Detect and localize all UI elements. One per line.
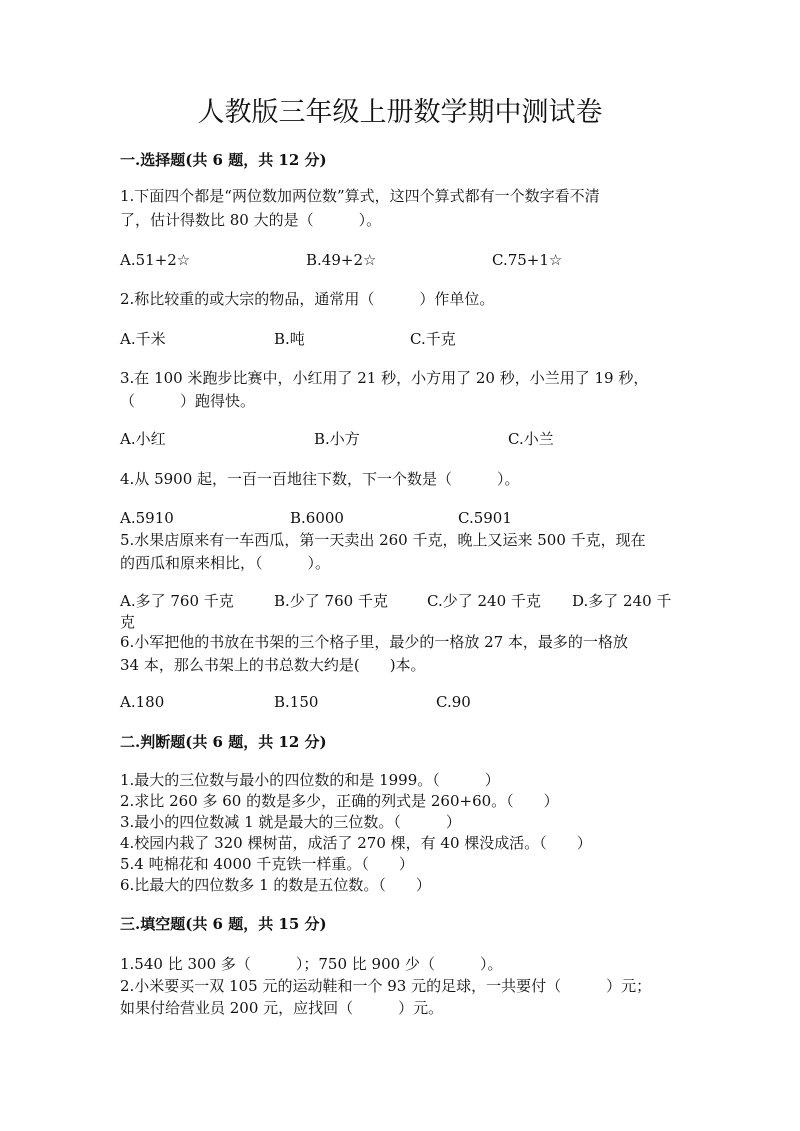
question-3-option-c: C.小兰 xyxy=(508,430,554,448)
question-5-option-b: B.少了 760 千克 xyxy=(274,592,388,610)
question-5-option-c: C.少了 240 千克 xyxy=(427,592,541,610)
question-1-line-1: 1.下面四个都是“两位数加两位数”算式，这四个算式都有一个数字看不清 xyxy=(120,187,600,205)
question-3-option-a: A.小红 xyxy=(120,430,166,448)
question-4-option-c: C.5901 xyxy=(458,509,512,527)
judge-item-5: 5.4 吨棉花和 4000 千克铁一样重。（ ） xyxy=(120,855,414,873)
question-2-line-1: 2.称比较重的或大宗的物品，通常用（ ）作单位。 xyxy=(120,290,495,308)
question-5-option-a: A.多了 760 千克 xyxy=(120,592,234,610)
judge-item-4: 4.校园内栽了 320 棵树苗，成活了 270 棵，有 40 棵没成活。（ ） xyxy=(120,834,592,852)
question-4-option-b: B.6000 xyxy=(290,509,344,527)
question-3-line-1: 3.在 100 米跑步比赛中，小红用了 21 秒，小方用了 20 秒，小兰用了 19 秒， xyxy=(120,369,649,387)
judge-item-1: 1.最大的三位数与最小的四位数的和是 1999。（ ） xyxy=(120,771,500,789)
question-2-option-a: A.千米 xyxy=(120,330,166,348)
question-6-option-a: A.180 xyxy=(120,693,165,711)
question-6-line-2: 34 本，那么书架上的书总数大约是( )本。 xyxy=(120,656,426,674)
question-4-option-a: A.5910 xyxy=(120,509,174,527)
question-2-option-c: C.千克 xyxy=(410,330,456,348)
fill-question-1: 1.540 比 300 多（ ）；750 比 900 少（ ）。 xyxy=(120,955,503,973)
section-heading-true-false: 二.判断题(共 6 题，共 12 分) xyxy=(120,733,327,751)
question-5-line-1: 5.水果店原来有一车西瓜，第一天卖出 260 千克，晚上又运来 500 千克，现在 xyxy=(120,531,646,549)
section-heading-fill-blank: 三.填空题(共 6 题，共 15 分) xyxy=(120,915,327,933)
question-1-option-b: B.49+2☆ xyxy=(306,251,377,269)
question-4-line-1: 4.从 5900 起，一百一百地往下数，下一个数是（ ）。 xyxy=(120,470,520,488)
question-3-line-2: （ ）跑得快。 xyxy=(120,392,256,410)
question-1-option-a: A.51+2☆ xyxy=(120,251,191,269)
question-5-option-d: D.多了 240 千 xyxy=(572,592,672,610)
question-3-option-b: B.小方 xyxy=(314,430,360,448)
question-1-line-2: 了，估计得数比 80 大的是（ ）。 xyxy=(120,211,382,229)
question-6-option-b: B.150 xyxy=(274,693,319,711)
question-5-line-2: 的西瓜和原来相比，（ ）。 xyxy=(120,554,331,572)
question-1-option-c: C.75+1☆ xyxy=(492,251,563,269)
question-6-line-1: 6.小军把他的书放在书架的三个格子里，最少的一格放 27 本，最多的一格放 xyxy=(120,633,628,651)
fill-question-2-line-2: 如果付给营业员 200 元，应找回（ ）元。 xyxy=(120,999,444,1017)
question-6-option-c: C.90 xyxy=(436,693,471,711)
question-2-option-b: B.吨 xyxy=(274,330,305,348)
judge-item-3: 3.最小的四位数减 1 就是最大的三位数。（ ） xyxy=(120,813,461,831)
question-5-option-d-wrap: 克 xyxy=(120,613,136,631)
section-heading-multiple-choice: 一.选择题(共 6 题，共 12 分) xyxy=(120,151,327,169)
page-title: 人教版三年级上册数学期中测试卷 xyxy=(197,97,603,128)
judge-item-2: 2.求比 260 多 60 的数是多少，正确的列式是 260+60。（ ） xyxy=(120,792,559,810)
fill-question-2-line-1: 2.小米要买一双 105 元的运动鞋和一个 93 元的足球，一共要付（ ）元； xyxy=(120,977,652,995)
judge-item-6: 6.比最大的四位数多 1 的数是五位数。（ ） xyxy=(120,876,431,894)
